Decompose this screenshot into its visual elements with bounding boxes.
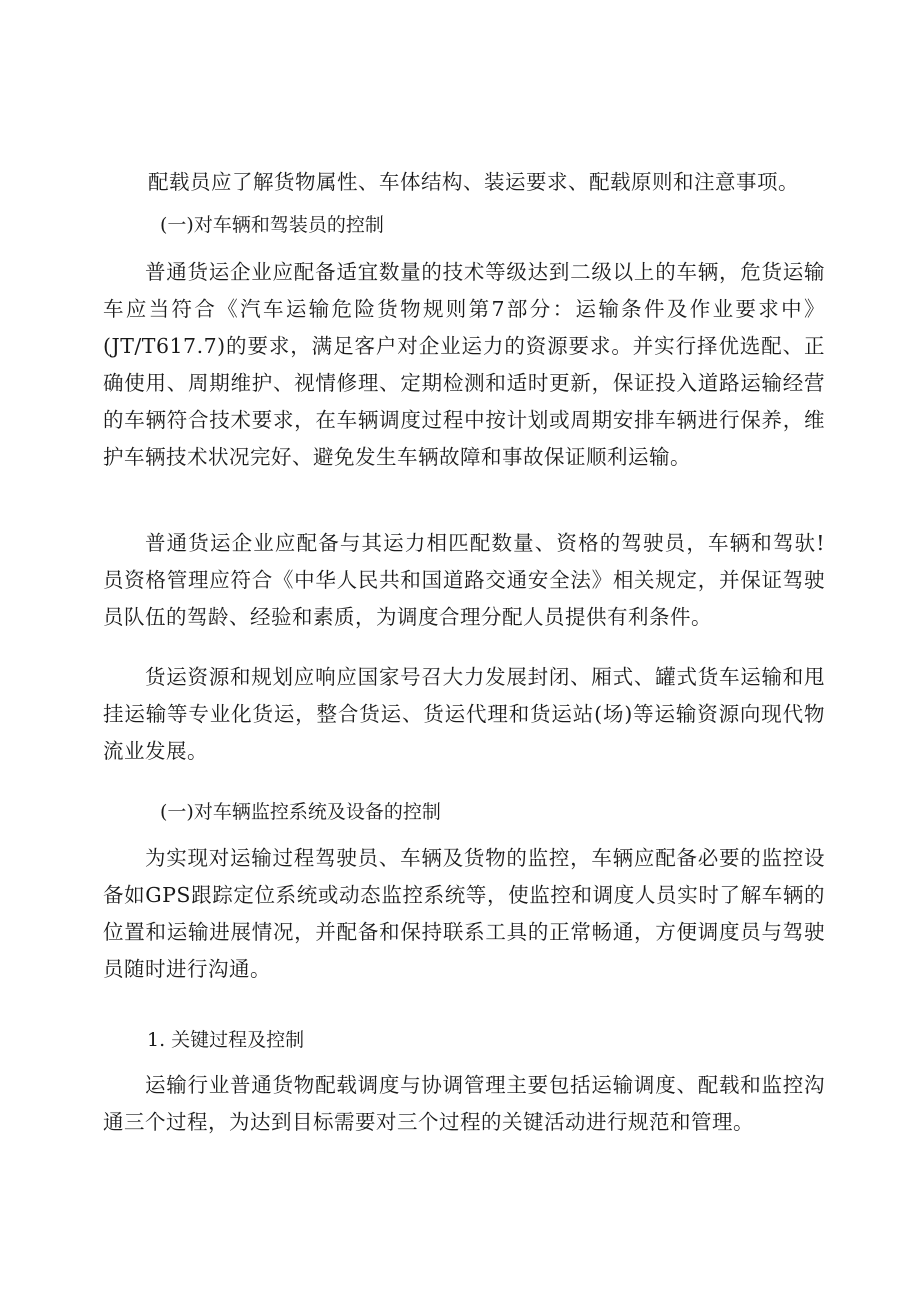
monitoring-paragraph: 为实现对运输过程驾驶员、车辆及货物的监控，车辆应配备必要的监控设备如GPS跟踪定位系统或动态监控系统等，使监控和调度人员实时了解车辆的位置和运输进展情况，并配备和保持联系工具的正常畅通，方便调度员与驾驶员随时进行沟通。 [103,846,825,981]
key-process-paragraph: 运输行业普通货物配载调度与协调管理主要包括运输调度、配载和监控沟通三个过程，为达到目标需要对三个过程的关键活动进行规范和管理。 [103,1073,825,1134]
vehicles-paragraph: 普通货运企业应配备适宜数量的技术等级达到二级以上的车辆，危货运输车应当符合《汽车运输危险货物规则第7部分：运输条件及作业要求中》(JT/T617.7)的要求，满足客户对企业运力的资源要求。并实行择优选配、正确使用、周期维护、视情修理、定期检测和适时更新，保证投入道路运输经营的车辆符合技术要求，在车辆调度过程中按计划或周期安排车辆进行保养，维护车辆技术状况完好、避免发生车辆故障和事故保证顺利运输。 [103,260,825,469]
resources-paragraph: 货运资源和规划应响应国家号召大力发展封闭、厢式、罐式货车运输和甩挂运输等专业化货运，整合货运、货运代理和货运站(场)等运输资源向现代物流业发展。 [103,665,825,763]
drivers-paragraph: 普通货运企业应配备与其运力相匹配数量、资格的驾驶员，车辆和驾驮!员资格管理应符合《中华人民共和国道路交通安全法》相关规定，并保证驾驶员队伍的驾龄、经验和素质，为调度合理分配人员提供有利条件。 [103,531,825,629]
section-heading-vehicles-drivers: (一)对车辆和驾装员的控制 [160,214,384,236]
section-heading-key-process: 1. 关键过程及控制 [147,1029,305,1051]
section-heading-monitoring: (一)对车辆监控系统及设备的控制 [160,801,441,823]
intro-paragraph: 配载员应了解货物属性、车体结构、装运要求、配载原则和注意事项。 [148,170,799,194]
